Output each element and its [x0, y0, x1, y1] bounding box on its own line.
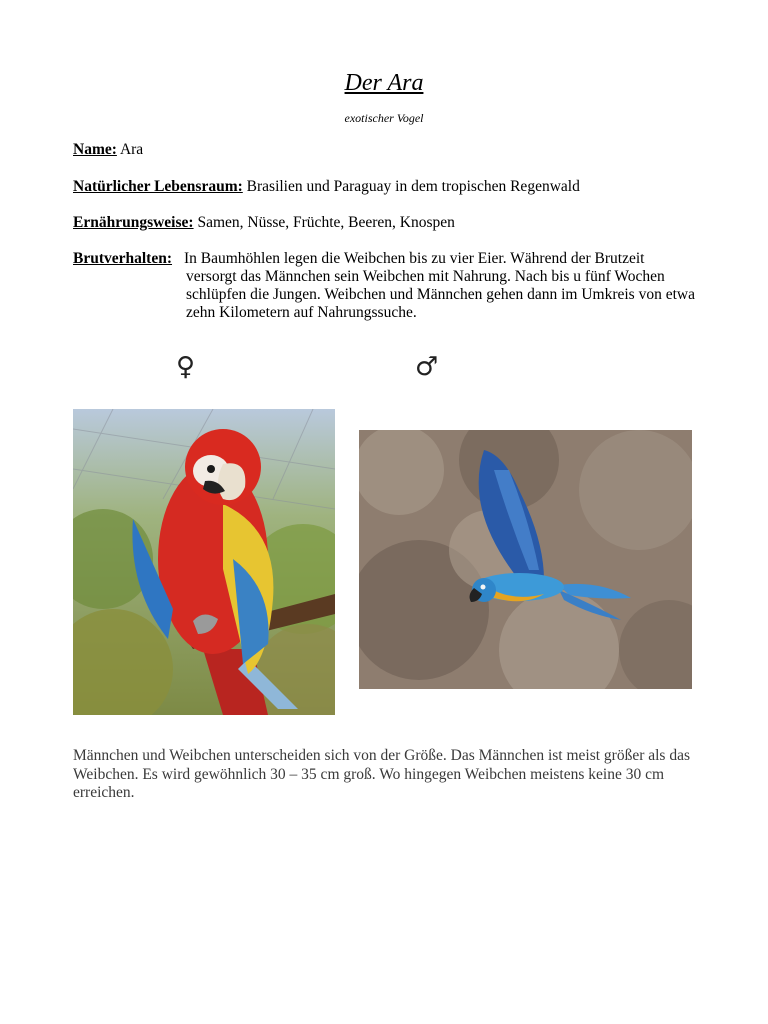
document-subtitle: exotischer Vogel [344, 111, 424, 125]
field-name-label: Name: [73, 141, 117, 158]
field-name-value: Ara [119, 141, 144, 158]
field-habitat-value: Brasilien und Paraguay in dem tropischen Regenwald [246, 178, 580, 195]
field-diet-label: Ernährungsweise: [73, 214, 194, 231]
field-habitat-label: Natürlicher Lebensraum: [73, 178, 243, 195]
field-breeding-value: In Baumhöhlen legen die Weibchen bis zu vier Eier. Während der Brutzeit versorgt das Männchen sein Weibchen mit Nahrung. Nach bis u fünf Wochen schlüpfen die Jungen. Weibchen und Männchen gehen dann im Umkreis von etwa zehn Kilometern auf Nahrungssuche. [184, 250, 695, 321]
male-symbol: ♂ [415, 352, 439, 382]
document-title: Der Ara [344, 70, 424, 96]
male-macaw-photo [359, 430, 692, 689]
red-macaw-image [73, 409, 335, 715]
female-macaw-photo [73, 409, 335, 715]
field-name [73, 141, 143, 159]
field-diet [73, 214, 455, 232]
size-comparison-text: Männchen und Weibchen unterscheiden sich von der Größe. Das Männchen ist meist größer als das Weibchen. Es wird gewöhnlich 30 – 35 cm groß. Wo hingegen Weibchen meistens keine 30 cm erreichen. [73, 747, 691, 801]
field-diet-value: Samen, Nüsse, Früchte, Beeren, Knospen [197, 214, 455, 231]
field-habitat [73, 178, 580, 196]
blue-macaw-image [359, 430, 692, 689]
field-breeding-label: Brutverhalten: [73, 250, 173, 267]
female-symbol: ♀ [176, 352, 196, 382]
